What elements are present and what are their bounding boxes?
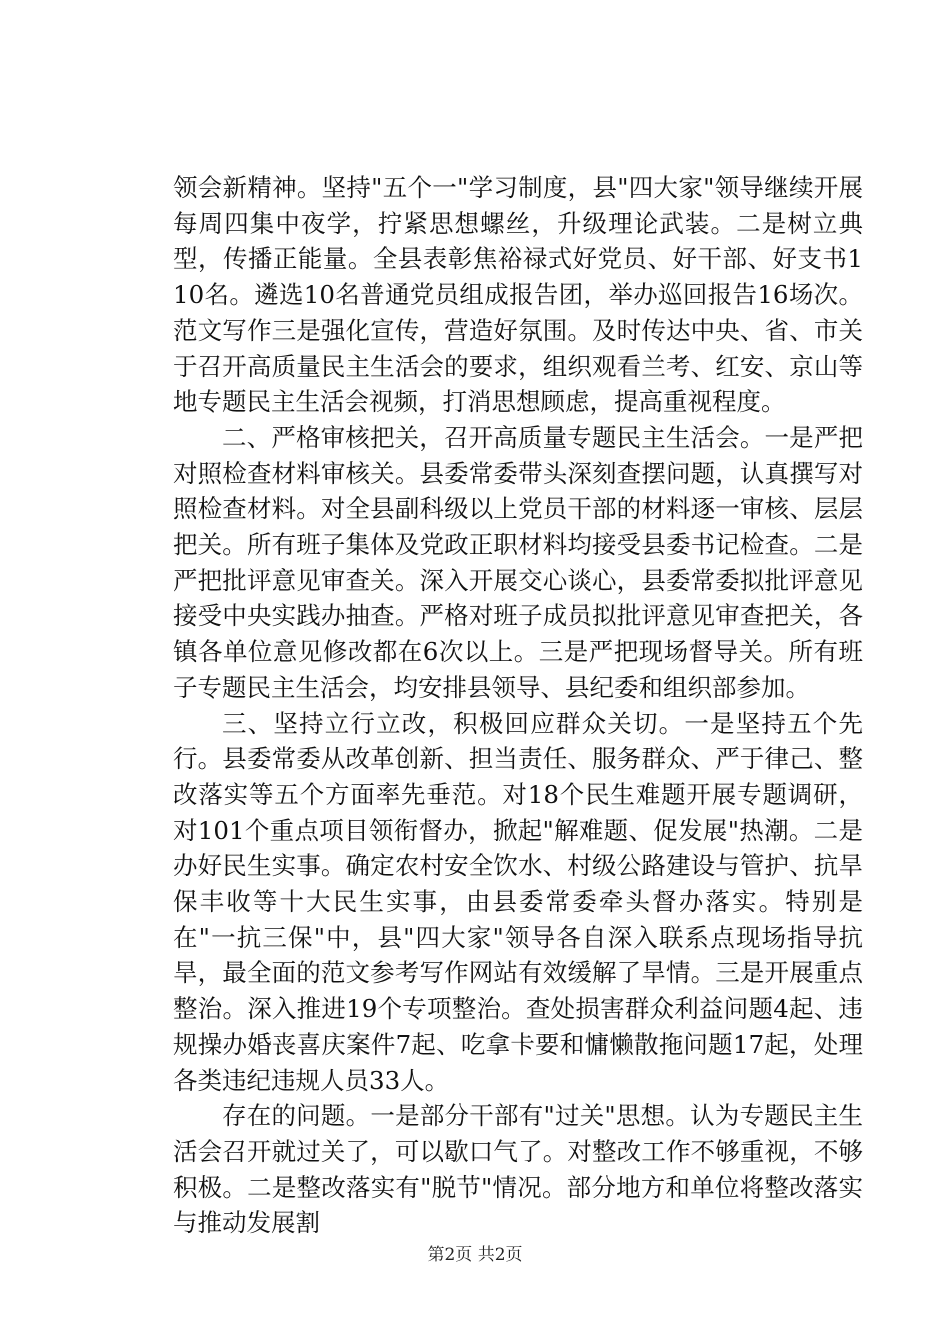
paragraph-continuation: 领会新精神。坚持"五个一"学习制度，县"四大家"领导继续开展每周四集中夜学，拧紧思想螺丝，升级理论武装。二是树立典型，传播正能量。全县表彰焦裕禄式好党员、好干部、好支书110名。遴选10名普通党员组成报告团，举办巡回报告16场次。范文写作三是强化宣传，营造好氛围。及时传达中央、省、市关于召开高质量民主生活会的要求，组织观看兰考、红安、京山等地专题民主生活会视频，打消思想顾虑，提高重视程度。 bbox=[173, 173, 863, 417]
paragraph-section-two: 二、严格审核把关，召开高质量专题民主生活会。一是严把对照检查材料审核关。县委常委带头深刻查摆问题，认真撰写对照检查材料。对全县副科级以上党员干部的材料逐一审核、层层把关。所有班子集体及党政正职材料均接受县委书记检查。二是严把批评意见审查关。深入开展交心谈心，县委常委拟批评意见接受中央实践办抽查。严格对班子成员拟批评意见审查把关，各镇各单位意见修改都在6次以上。三是严把现场督导关。所有班子专题民主生活会，均安排县领导、县纪委和组织部参加。 bbox=[173, 422, 863, 702]
paragraph-section-three: 三、坚持立行立改，积极回应群众关切。一是坚持五个先行。县委常委从改革创新、担当责任、服务群众、严于律己、整改落实等五个方面率先垂范。对18个民生难题开展专题调研，对101个重点项目领衔督办，掀起"解难题、促发展"热潮。二是办好民生实事。确定农村安全饮水、村级公路建设与管护、抗旱保丰收等十大民生实事，由县委常委牵头督办落实。特别是在"一抗三保"中，县"四大家"领导各自深入联系点现场指导抗旱，最全面的范文参考写作网站有效缓解了旱情。三是开展重点整治。深入推进19个专项整治。查处损害群众利益问题4起、违规操办婚丧喜庆案件7起、吃拿卡要和慵懒散拖问题17起，处理各类违纪违规人员33人。 bbox=[173, 708, 863, 1095]
paragraph-existing-problems: 存在的问题。一是部分干部有"过关"思想。认为专题民主生活会召开就过关了，可以歇口气了。对整改工作不够重视，不够积极。二是整改落实有"脱节"情况。部分地方和单位将整改落实与推动发展割 bbox=[173, 1101, 863, 1238]
page-footer bbox=[0, 1240, 950, 1265]
document-body bbox=[173, 170, 863, 1241]
page-number-label: 第2页 共2页 bbox=[427, 1245, 523, 1265]
